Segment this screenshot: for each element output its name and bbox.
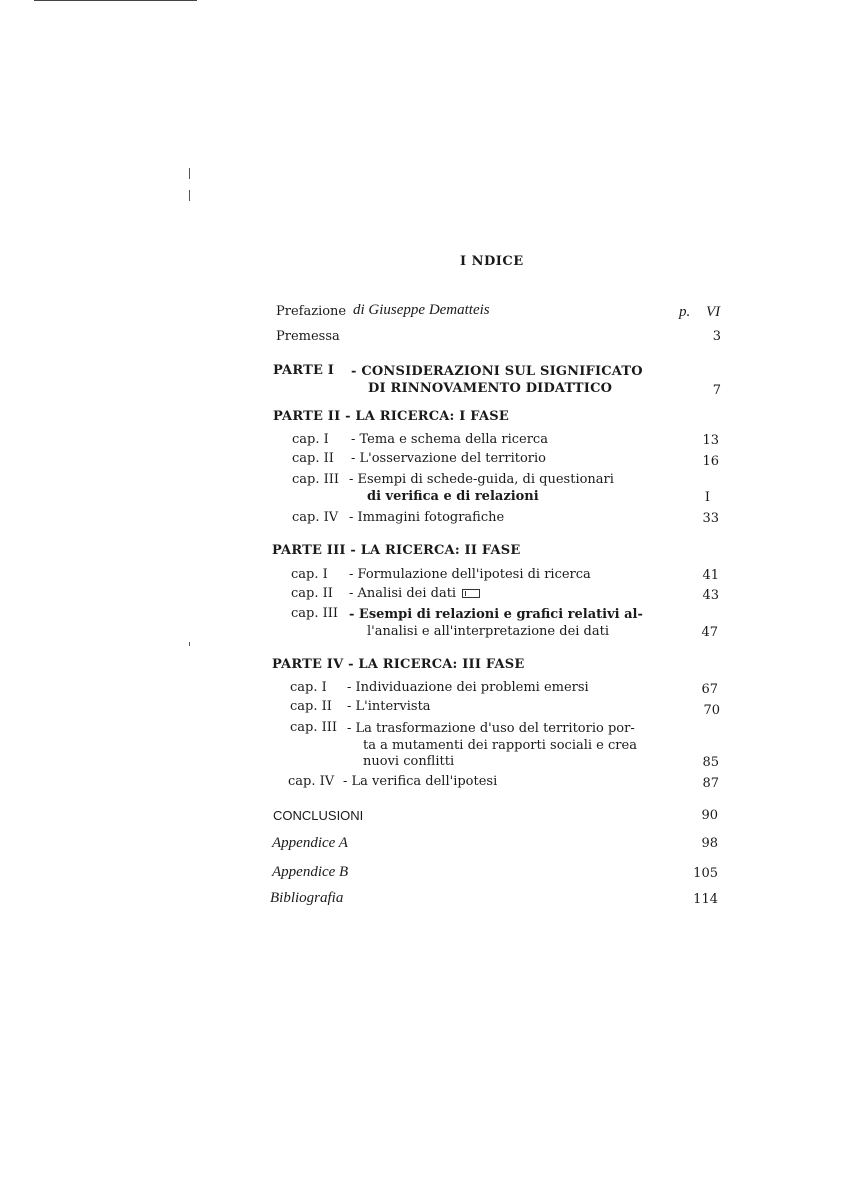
appendice-b-label: Appendice B [272,864,349,880]
cap-page: 16 [702,454,719,469]
cap-title: - Analisi dei dati [349,586,457,601]
bibliografia-page: 114 [693,892,718,907]
conclusioni-page: 90 [701,808,718,823]
margin-mark [189,642,190,646]
page-abbrev: p. [679,304,691,320]
parte1-title-line1: - CONSIDERAZIONI SUL SIGNIFICATO [351,364,643,379]
conclusioni-label: CONCLUSIONI [273,808,364,823]
margin-mark [189,190,190,201]
cap-title: - Individuazione dei problemi emersi [347,680,589,695]
preface-label: Prefazione [276,304,347,319]
cap-title-cont: di verifica e di relazioni [367,489,539,504]
parte4-heading: PARTE IV - LA RICERCA: III FASE [272,657,525,672]
cap-label: cap. III [292,472,340,487]
cap-page: 13 [702,433,719,448]
cap-page: 87 [702,776,719,791]
cap-label: cap. II [291,586,333,601]
cap-title: - Immagini fotografiche [349,510,505,525]
cap-title: - La verifica dell'ipotesi [343,774,498,789]
premessa-label: Premessa [276,329,340,344]
parte2-heading: PARTE II - LA RICERCA: I FASE [273,409,509,424]
cap-title: - Esempi di relazioni e grafici relativi al- [349,607,643,622]
cap-label: cap. III [291,606,339,621]
cap-title: - Esempi di schede-guida, di questionari [349,472,614,487]
premessa-page: 3 [712,329,721,344]
appendice-a-page: 98 [701,836,718,851]
cap-page: 41 [702,568,719,583]
appendice-b-page: 105 [693,866,718,881]
cap-page: 43 [702,588,719,603]
top-rule [34,0,197,1]
cap-title-cont: ta a mutamenti dei rapporti sociali e crea [363,738,637,753]
cap-page: 67 [701,682,718,697]
cap-label: cap. II [292,451,334,466]
cap-label: cap. I [292,432,329,447]
preface-author: di Giuseppe Dematteis [353,302,490,318]
bibliografia-label: Bibliografia [270,890,344,906]
preface-page: VI [706,304,721,320]
appendice-a-label: Appendice A [272,835,348,851]
cap-title-cont: l'analisi e all'interpretazione dei dati [367,624,610,639]
parte1-title-line2: DI RINNOVAMENTO DIDATTICO [368,381,613,396]
placeholder-box-icon [462,589,480,598]
cap-title: - Formulazione dell'ipotesi di ricerca [349,567,591,582]
parte3-heading: PARTE III - LA RICERCA: II FASE [272,543,521,558]
cap-title: - La trasformazione d'uso del territorio por- [347,721,635,736]
parte1-label: PARTE I [273,363,335,378]
margin-mark [189,168,190,179]
cap-label: cap. I [290,680,327,695]
cap-page: 47 [701,625,718,640]
cap-label: cap. IV [288,774,335,789]
cap-page: 85 [702,755,719,770]
cap-title-wrap [349,586,480,601]
cap-title: - L'osservazione del territorio [351,451,546,466]
cap-label: cap. II [290,699,332,714]
cap-title: - Tema e schema della ricerca [351,432,548,447]
cap-label: cap. I [291,567,328,582]
cap-title-cont: nuovi conflitti [363,754,455,769]
cap-page: 33 [702,511,719,526]
cap-title: - L'intervista [347,699,431,714]
parte1-page: 7 [712,383,721,398]
cap-label: cap. IV [292,510,339,525]
cap-page: 70 [703,703,720,718]
cap-page: I [704,490,710,505]
cap-label: cap. III [290,720,338,735]
page-title: I NDICE [460,254,524,269]
